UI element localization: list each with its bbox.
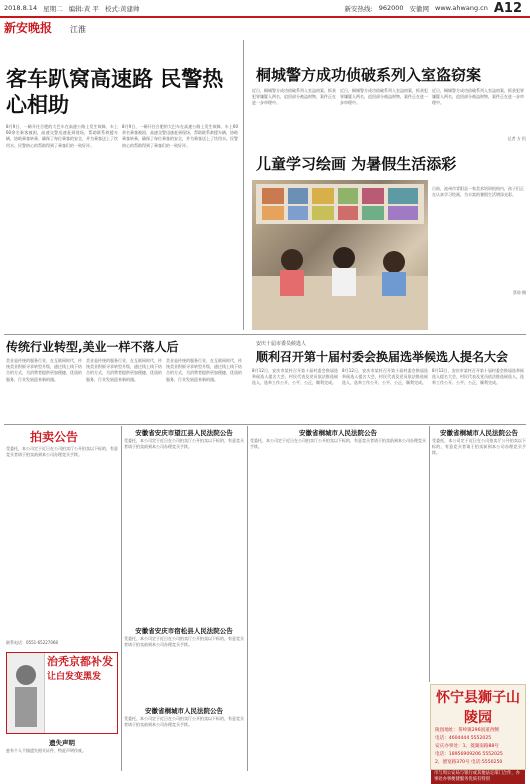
election-kicker: 安庆十届市委员候选人 xyxy=(256,341,307,347)
section-name: 江淮 xyxy=(70,25,86,34)
transform-body-2: 美业是传统的服务行业，在互联网时代，传统美业积极寻求转型升级，通过线上线下结合的方式，为消费者提供更加便捷、优质的服务，行业发展迎来新机遇。 xyxy=(86,358,162,382)
header-proof: 校式:黄建帅 xyxy=(104,4,140,13)
auction-title: 拍卖公告 xyxy=(30,430,79,444)
cemetery-address: 陵园地址：茶岭镇296国道西侧 xyxy=(435,728,499,733)
top-bar xyxy=(0,0,530,16)
site-url[interactable]: www.ahwang.cn xyxy=(435,4,488,12)
lost-title: 遗失声明 xyxy=(49,739,75,747)
kids-caption: 日前，池州市青阳县一家美术培训机构内，孩子们正在认真学习绘画，为丰富的暑假生活增添光彩。 xyxy=(432,186,524,198)
lead-headline: 客车趴窝高速路 民警热心相助 xyxy=(6,67,224,117)
lead-body: 8月9日，一辆开往合肥的大巴车在高速公路上发生故障，车上60余名乘客被困，高速交警迅速赶到现场，帮助联系救援车辆，协助乘客转乘，确保了每位乘客的安全，并为乘客送上了饮用水。民警热心的帮助得到了乘客们的一致好评。 xyxy=(6,124,118,148)
lead-body-col2: 8月9日，一辆开往合肥的大巴车在高速公路上发生故障，车上60余名乘客被困，高速交警迅速赶到现场，帮助联系救援车辆，协助乘客转乘，确保了每位乘客的安全，并为乘客送上了饮用水。民警热心的帮助得到了乘客们的一致好评。 xyxy=(122,124,238,148)
auction-body: 受委托，本公司定于近日在公司拍卖厅公开拍卖以下标的，有意竞买者请于拍卖前到本公司办理竞买手续。 xyxy=(6,446,118,458)
header-weekday: 星期二 xyxy=(43,4,63,13)
notice-divider-1 xyxy=(121,426,122,771)
notice-title-5: 安徽省桐城市人民法院公告 xyxy=(145,707,223,715)
tongcheng-byline: 记者 方 恒 xyxy=(507,136,526,141)
cemetery-tel-1: 电话：4604444 5552025 xyxy=(435,736,492,741)
masthead-logo: 新安晚报 xyxy=(4,21,53,35)
transform-headline: 传统行业转型,美业一样不落人后 xyxy=(6,340,179,354)
notice-title-2: 安徽省桐城市人民法院公告 xyxy=(299,429,377,437)
transform-body-1: 美业是传统的服务行业，在互联网时代，传统美业积极寻求转型升级，通过线上线下结合的方式，为消费者提供更加便捷、优质的服务，行业发展迎来新机遇。 xyxy=(6,358,82,382)
auction-contact: 联系电话：0551-65227068 xyxy=(6,640,58,645)
kids-headline: 儿童学习绘画 为暑假生活添彩 xyxy=(256,155,457,173)
notice-body-3: 受委托，本公司定于近日在公司拍卖厅公开拍卖以下标的，有意竞买者请于拍卖前到本公司办理竞买手续。 xyxy=(432,438,526,456)
notice-body-2: 受委托，本公司定于近日在公司拍卖厅公开拍卖以下标的，有意竞买者请于拍卖前到本公司办理竞买手续。 xyxy=(250,438,426,450)
election-body-2: 8月12日，安庆市某村召开第十届村委会换届选举候选人提名大会，村民代表及党员依法推选候选人，选举工作公开、公平、公正，顺利完成。 xyxy=(342,368,428,386)
section-divider xyxy=(4,334,526,335)
hair-ad-headline: 治秃京都补发 xyxy=(47,655,113,668)
hair-ad xyxy=(6,652,118,734)
ads-divider xyxy=(4,424,526,425)
notice-title-3: 安徽省桐城市人民法院公告 xyxy=(440,429,518,437)
header-divider xyxy=(0,16,530,18)
lost-body: 兹有个人不慎遗失相关证件，特此声明作废。 xyxy=(6,748,86,753)
column-divider xyxy=(243,40,244,330)
notice-title-1: 安徽省安庆市望江县人民法院公告 xyxy=(135,429,233,437)
election-body-1: 8月12日，安庆市某村召开第十届村委会换届选举候选人提名大会，村民代表及党员依法推选候选人，选举工作公开、公平、公正，顺利完成。 xyxy=(252,368,338,386)
tongcheng-body-2: 近日，桐城警方成功侦破系列入室盗窃案，抓获犯罪嫌疑人两名，追回部分被盗财物，案件正在进一步审理中。 xyxy=(340,88,428,106)
hotline-label: 新安热线: xyxy=(344,4,373,13)
cemetery-strip: 市与周公安局与银行或其他法定部门合作，办事处办事便捷服务优质有特别 xyxy=(431,770,525,784)
notice-body-1: 受委托，本公司定于近日在公司拍卖厅公开拍卖以下标的，有意竞买者请于拍卖前到本公司办理竞买手续。 xyxy=(124,438,244,450)
notice-title-4: 安徽省安庆市宿松县人民法院公告 xyxy=(135,627,233,635)
kids-photo xyxy=(252,180,428,330)
notice-body-4: 受委托，本公司定于近日在公司拍卖厅公开拍卖以下标的，有意竞买者请于拍卖前到本公司办理竞买手续。 xyxy=(124,636,244,648)
cemetery-tel-2: 电话：18956909206 5552025 xyxy=(435,752,503,757)
cemetery-title: 怀宁县狮子山陵园 xyxy=(436,690,520,726)
notice-body-5: 受委托，本公司定于近日在公司拍卖厅公开拍卖以下标的，有意竞买者请于拍卖前到本公司办理竞买手续。 xyxy=(124,716,244,728)
tongcheng-body-1: 近日，桐城警方成功侦破系列入室盗窃案，抓获犯罪嫌疑人两名，追回部分被盗财物，案件正在进一步审理中。 xyxy=(252,88,336,106)
cemetery-ad xyxy=(430,684,526,782)
transform-body-3: 美业是传统的服务行业，在互联网时代，传统美业积极寻求转型升级，通过线上线下结合的方式，为消费者提供更加便捷、优质的服务，行业发展迎来新机遇。 xyxy=(166,358,242,382)
kids-credit: 蔡琼 摄 xyxy=(512,290,526,295)
notice-divider-2 xyxy=(247,426,248,771)
header-date: 2018.8.14 xyxy=(4,4,38,12)
page-number: A12 xyxy=(493,0,522,16)
hair-ad-subline: 让白发变黑发 xyxy=(47,672,102,682)
election-headline: 顺利召开第十届村委会换届选举候选人提名大会 xyxy=(256,350,509,364)
tongcheng-headline: 桐城警方成功侦破系列入室盗窃案 xyxy=(256,66,482,84)
tongcheng-body-3: 近日，桐城警方成功侦破系列入室盗窃案，抓获犯罪嫌疑人两名，追回部分被盗财物，案件正在进一步审理中。 xyxy=(432,88,524,106)
header-editor: 编辑:黄 平 xyxy=(68,4,99,13)
hotline-number: 962000 xyxy=(378,4,404,12)
cemetery-office-2: 2、德宽路370号 电话:5550250 xyxy=(435,760,503,765)
cemetery-office: 安庆办事处：1、菱湖南路88号 xyxy=(435,744,499,749)
election-body-3: 8月12日，安庆市某村召开第十届村委会换届选举候选人提名大会，村民代表及党员依法推选候选人，选举工作公开、公平、公正，顺利完成。 xyxy=(432,368,524,386)
site-label: 安徽网 xyxy=(409,4,430,13)
notice-divider-3 xyxy=(429,426,430,682)
